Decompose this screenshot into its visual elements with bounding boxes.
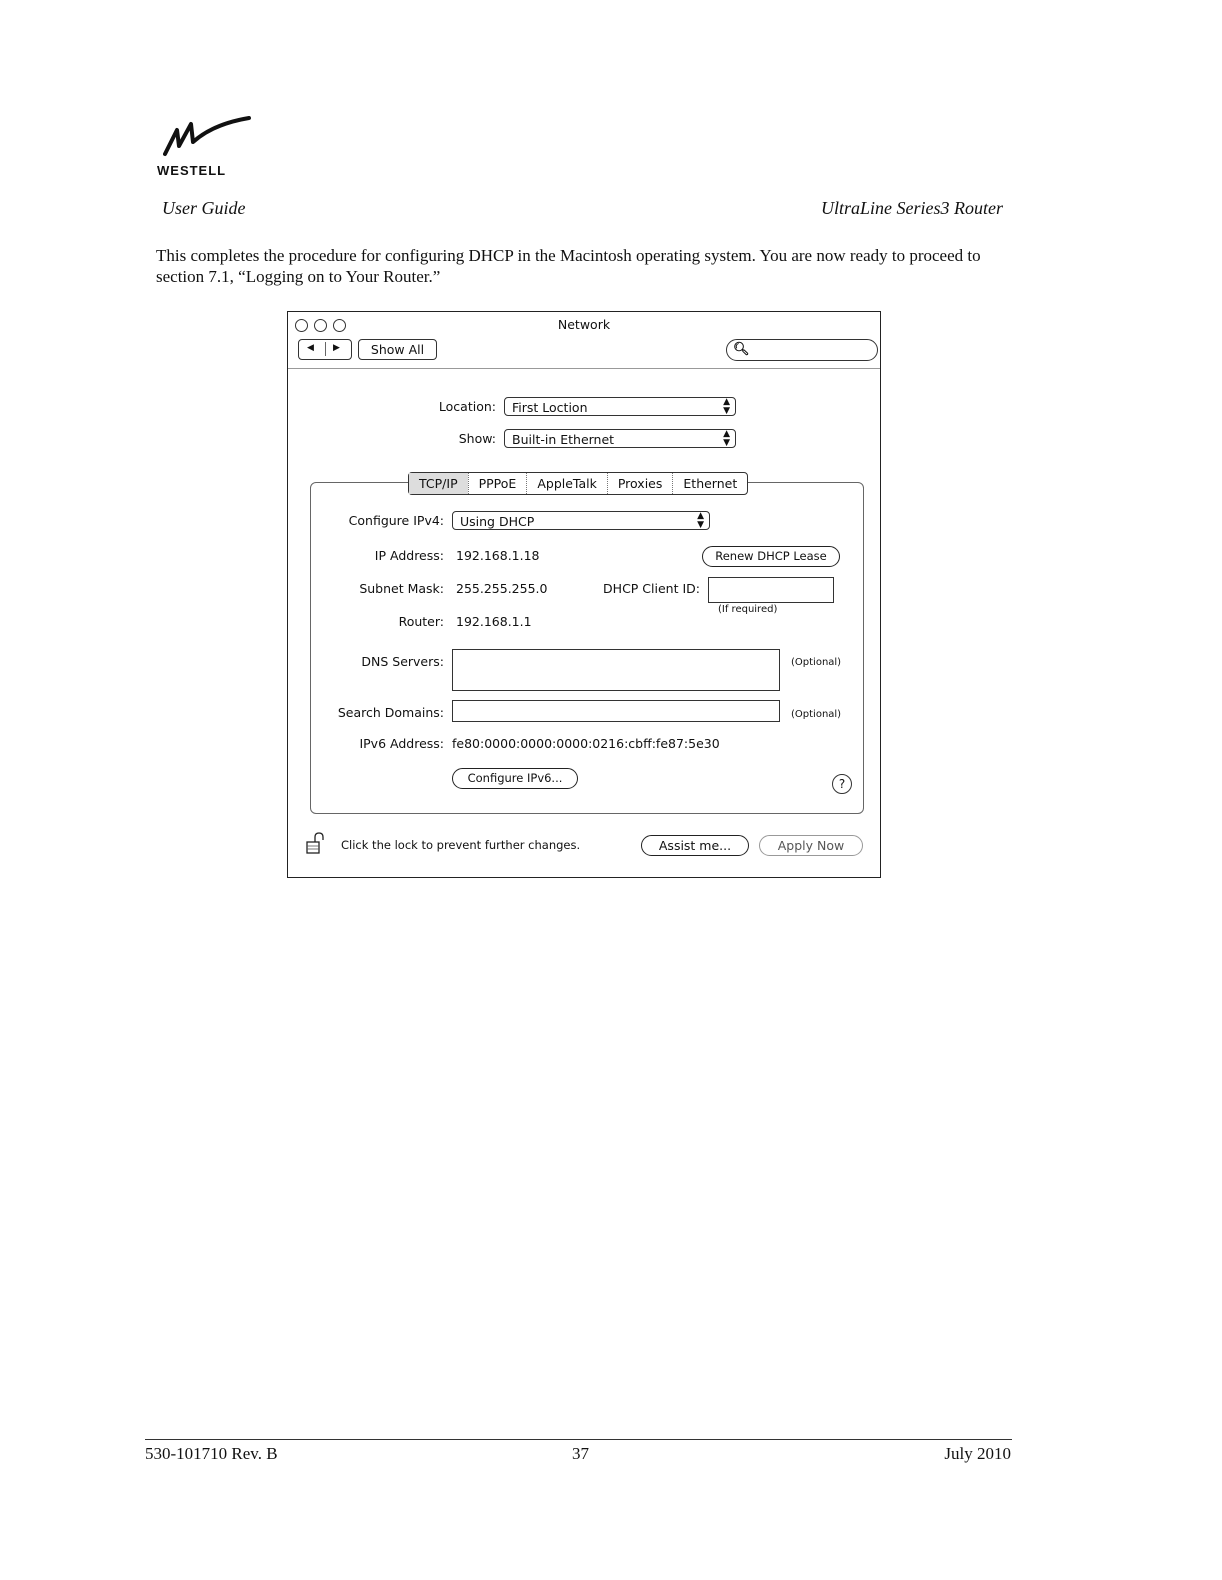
header-right: UltraLine Series3 Router	[821, 198, 1003, 218]
stepper-icon: ▲ ▼	[723, 429, 730, 448]
apply-now-button[interactable]: Apply Now	[759, 835, 863, 856]
router-value: 192.168.1.1	[456, 614, 532, 629]
location-value: First Loction	[512, 400, 588, 415]
tcpip-panel	[310, 482, 864, 814]
dns-servers-label: DNS Servers:	[361, 654, 444, 669]
stepper-icon: ▲ ▼	[723, 397, 730, 416]
tab-appletalk[interactable]: AppleTalk	[526, 473, 607, 494]
tab-ethernet[interactable]: Ethernet	[672, 473, 747, 494]
renew-dhcp-lease-button[interactable]: Renew DHCP Lease	[702, 546, 840, 567]
show-select[interactable]	[504, 429, 736, 448]
help-icon[interactable]: ?	[832, 774, 852, 794]
search-domains-label: Search Domains:	[337, 705, 444, 720]
configure-ipv6-button[interactable]: Configure IPv6...	[452, 768, 578, 789]
back-forward-buttons[interactable]	[298, 339, 352, 360]
search-domains-note: (Optional)	[791, 709, 842, 720]
tab-proxies[interactable]: Proxies	[607, 473, 673, 494]
tab-pppoe[interactable]: PPPoE	[468, 473, 527, 494]
assist-me-button[interactable]: Assist me...	[641, 835, 749, 856]
configure-ipv4-value: Using DHCP	[460, 514, 535, 529]
logo-text: WESTELL	[157, 163, 227, 178]
tab-tcpip[interactable]: TCP/IP	[409, 473, 468, 494]
toolbar-divider	[288, 368, 880, 369]
show-all-button[interactable]: Show All	[358, 339, 437, 360]
footer-doc-number: 530-101710 Rev. B	[145, 1444, 278, 1463]
body-paragraph: This completes the procedure for configuring DHCP in the Macintosh operating system. You are now ready to proceed to section 7.1, “Logging on to Your Router.”	[156, 246, 981, 286]
tab-bar	[408, 472, 748, 495]
subnet-mask-label: Subnet Mask:	[359, 581, 444, 596]
ip-address-label: IP Address:	[374, 548, 444, 563]
search-domains-field[interactable]	[452, 700, 780, 722]
ipv6-address-label: IPv6 Address:	[359, 736, 444, 751]
search-icon: 🔍︎	[733, 342, 750, 357]
window-title: Network	[557, 317, 611, 332]
show-label: Show:	[458, 431, 496, 446]
footer-date: July 2010	[944, 1444, 1011, 1463]
header-left: User Guide	[162, 198, 246, 218]
ipv6-address-value: fe80:0000:0000:0000:0216:cbff:fe87:5e30	[452, 736, 720, 751]
footer-divider	[145, 1439, 1012, 1440]
dhcp-client-id-label: DHCP Client ID:	[603, 581, 700, 596]
show-value: Built-in Ethernet	[512, 432, 615, 447]
dhcp-client-id-field[interactable]	[708, 577, 834, 603]
configure-ipv4-label: Configure IPv4:	[348, 513, 444, 528]
westell-logo-icon	[163, 116, 251, 162]
lock-icon[interactable]	[306, 832, 326, 854]
back-arrow-icon[interactable]: ◀	[307, 343, 314, 353]
network-window	[287, 311, 881, 878]
search-input[interactable]	[726, 339, 878, 361]
router-label: Router:	[398, 614, 444, 629]
dhcp-client-id-note: (If required)	[718, 604, 778, 615]
location-label: Location:	[438, 399, 496, 414]
lock-text: Click the lock to prevent further changes.	[341, 838, 581, 852]
dns-servers-note: (Optional)	[791, 657, 842, 668]
stepper-icon: ▲ ▼	[697, 511, 704, 530]
configure-ipv4-select[interactable]	[452, 511, 710, 530]
dns-servers-field[interactable]	[452, 649, 780, 691]
footer-page-number: 37	[572, 1444, 589, 1463]
ip-address-value: 192.168.1.18	[456, 548, 540, 563]
location-select[interactable]	[504, 397, 736, 416]
forward-arrow-icon[interactable]: ▶	[333, 343, 340, 353]
subnet-mask-value: 255.255.255.0	[456, 581, 548, 596]
